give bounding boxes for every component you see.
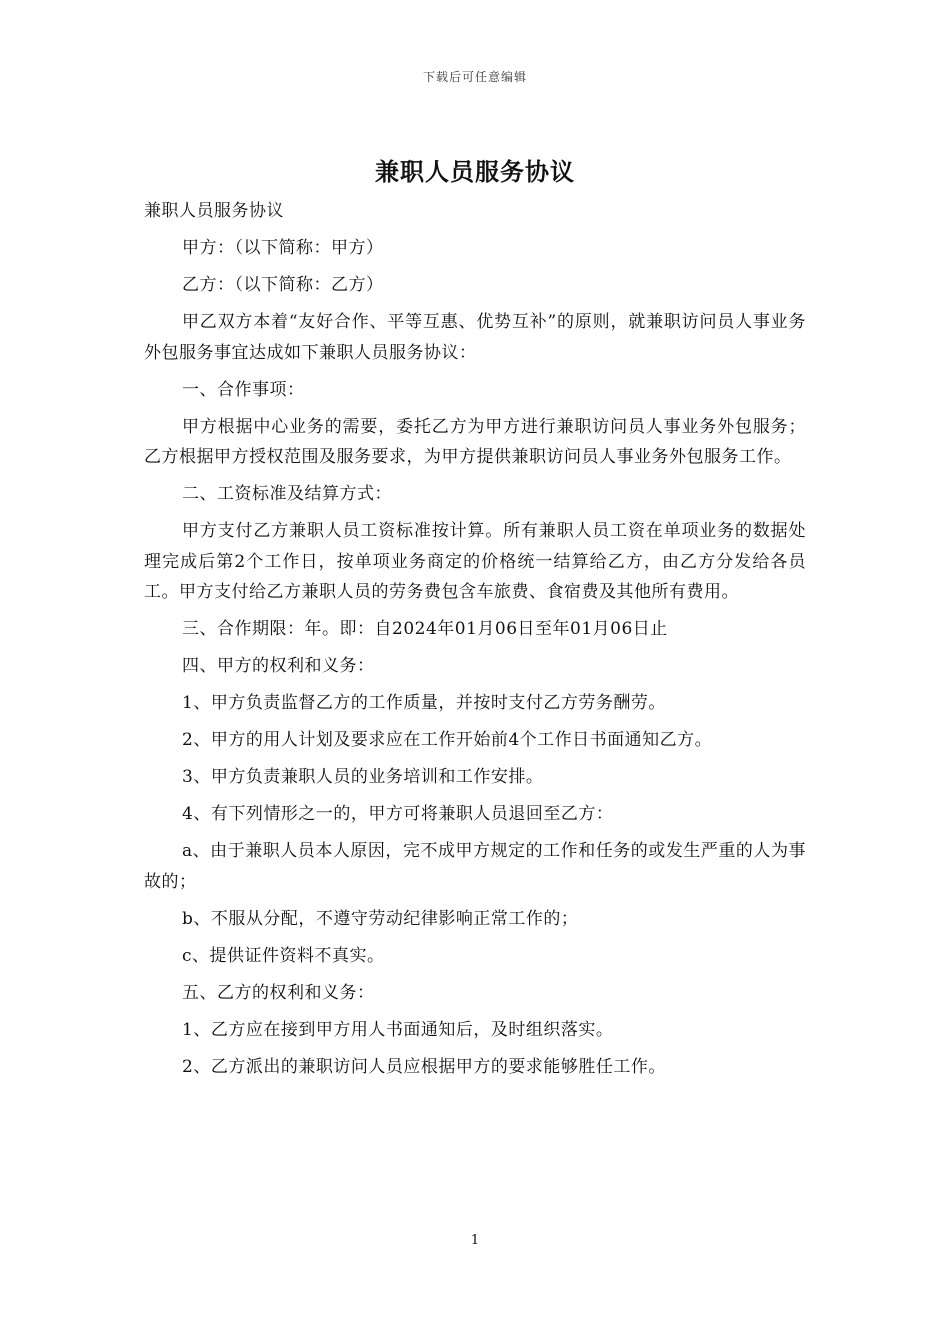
document-body: [144, 196, 806, 1089]
paragraph-cooperation: 甲方根据中心业务的需要，委托乙方为甲方进行兼职访问员人事业务外包服务；乙方根据甲方授权范围及服务要求，为甲方提供兼职访问员人事业务外包服务工作。: [144, 416, 806, 467]
document-title: 兼职人员服务协议: [375, 157, 575, 186]
list-item: 2、甲方的用人计划及要求应在工作开始前4个工作日书面通知乙方。: [182, 730, 713, 750]
list-item: 3、甲方负责兼职人员的业务培训和工作安排。: [182, 767, 544, 787]
section-heading-party-b-rights: 五、乙方的权利和义务：: [182, 982, 375, 1003]
paragraph-party-a: 甲方：（以下简称：甲方）: [182, 238, 384, 258]
header-note: 下载后可任意编辑: [422, 70, 527, 84]
paragraph-preamble: 甲乙双方本着“友好合作、平等互惠、优势互补”的原则，就兼职访问员人事业务外包服务事宜达成如下兼职人员服务协议：: [144, 312, 806, 363]
section-heading-wages: 二、工资标准及结算方式：: [182, 484, 392, 504]
paragraph-subtitle: 兼职人员服务协议: [144, 201, 284, 221]
section-heading-cooperation: 一、合作事项：: [182, 379, 305, 400]
list-item: c、提供证件资料不真实。: [182, 945, 385, 966]
page-number: 1: [470, 1233, 480, 1248]
list-item: 2、乙方派出的兼职访问人员应根据甲方的要求能够胜任工作。: [182, 1056, 666, 1077]
list-item: 1、甲方负责监督乙方的工作质量，并按时支付乙方劳务酬劳。: [182, 693, 666, 713]
paragraph-wages: 甲方支付乙方兼职人员工资标准按计算。所有兼职人员工资在单项业务的数据处理完成后第2个工作日，按单项业务商定的价格统一结算给乙方，由乙方分发给各员工。甲方支付给乙方兼职人员的劳务费包含车旅费、食宿费及其他所有费用。: [144, 521, 806, 602]
section-heading-party-a-rights: 四、甲方的权利和义务：: [182, 656, 375, 676]
list-item: 1、乙方应在接到甲方用人书面通知后，及时组织落实。: [182, 1019, 614, 1040]
paragraph-party-b: 乙方：（以下简称：乙方）: [182, 275, 384, 295]
list-item: a、由于兼职人员本人原因，完不成甲方规定的工作和任务的或发生严重的人为事故的；: [144, 841, 806, 892]
section-term: 三、合作期限：年。即：自2024年01月06日至年01月06日止: [182, 619, 668, 639]
list-item: b、不服从分配，不遵守劳动纪律影响正常工作的；: [182, 908, 579, 929]
list-item: 4、有下列情形之一的，甲方可将兼职人员退回至乙方：: [182, 804, 614, 824]
